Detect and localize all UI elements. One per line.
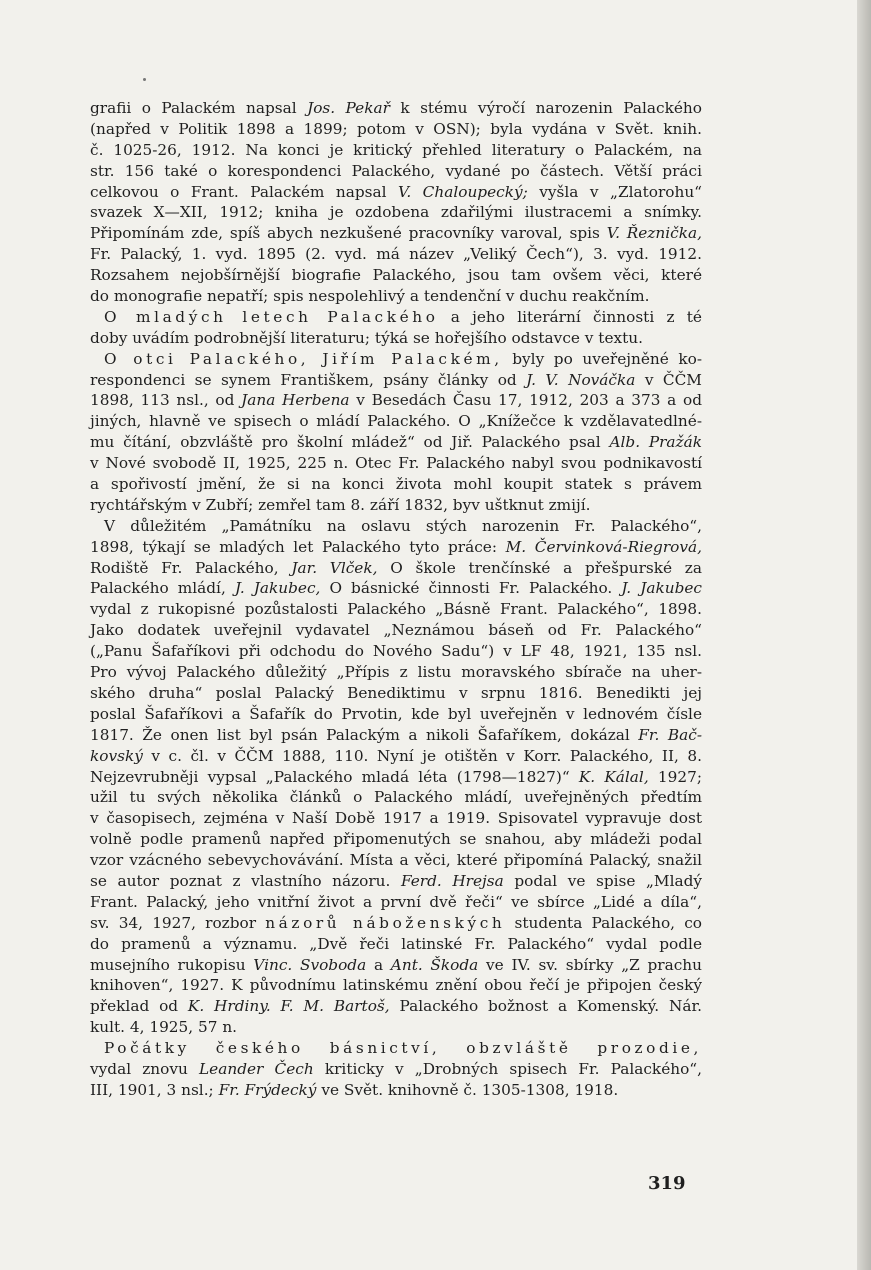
- text-line: [90, 975, 702, 996]
- text-run: byly po uveřejněné ko-: [502, 349, 703, 368]
- text-run: jiných, hlavně ve spisech o mládí Palackého. O „Knížečce k vzdělavatedlné-: [90, 412, 702, 431]
- italic-reference: Fr. Bač-: [638, 725, 702, 744]
- text-line: [90, 244, 702, 265]
- text-run: O škole trenčínské a přešpurské za: [377, 558, 702, 577]
- text-line: [90, 119, 702, 140]
- italic-reference: Jana Herbena: [241, 391, 350, 410]
- text-run: Připomínám zde, spíš abych nezkušené pracovníky varoval, spis: [90, 224, 607, 243]
- text-line: [90, 307, 702, 328]
- text-run: 1927;: [648, 767, 702, 786]
- text-run: v Nové svobodě II, 1925, 225 n. Otec Fr. Palackého nabyl svou podnikavostí: [90, 454, 702, 473]
- spaced-heading: O otci Palackého, Jiřím Palackém,: [104, 349, 503, 368]
- text-line: [90, 202, 702, 223]
- text-run: studenta Palackého, co: [505, 913, 702, 932]
- text-run: a jeho literární činnosti z té: [438, 307, 702, 326]
- text-line: [90, 265, 702, 286]
- text-line: [90, 578, 702, 599]
- text-run: do monografie nepatří; spis nespolehlivý a tendenční v duchu reakčním.: [90, 287, 650, 306]
- text-line: [90, 1038, 702, 1059]
- text-line: [90, 808, 702, 829]
- text-run: knihoven“, 1927. K původnímu latinskému znění obou řečí je připojen český: [90, 976, 702, 995]
- text-run: celkovou o Frant. Palackém napsal: [90, 182, 398, 201]
- text-line: [90, 871, 702, 892]
- text-run: vyšla v „Zlatorohu“: [527, 182, 702, 201]
- body-text: [90, 98, 702, 1101]
- page-edge-shadow: [857, 0, 871, 1270]
- text-run: překlad od: [90, 997, 188, 1016]
- text-line: [90, 704, 702, 725]
- text-line: [90, 683, 702, 704]
- text-line: [90, 996, 702, 1017]
- text-line: [90, 140, 702, 161]
- text-line: [90, 787, 702, 808]
- text-line: [90, 223, 702, 244]
- text-run: 1898, 113 nsl., od: [90, 391, 242, 410]
- text-line: [90, 850, 702, 871]
- print-speck: [143, 78, 146, 81]
- spaced-heading: O mladých letech Palackého: [104, 307, 439, 326]
- spaced-heading: názorů náboženských: [265, 913, 506, 932]
- text-run: grafii o Palackém napsal: [90, 99, 308, 117]
- italic-reference: Leander Čech: [199, 1059, 314, 1078]
- text-run: volně podle pramenů napřed připomenutých se snahou, aby mládeži podal: [90, 830, 702, 849]
- text-run: doby uvádím podrobnější literaturu; týká se hořejšího odstavce v textu.: [90, 328, 643, 347]
- text-line: [90, 599, 702, 620]
- italic-reference: Alb. Pražák: [609, 433, 702, 452]
- text-run: do pramenů a významu. „Dvě řeči latinské Fr. Palackého“ vydal podle: [90, 934, 702, 953]
- text-line: [90, 620, 702, 641]
- text-line: [90, 955, 702, 976]
- text-run: vydal znovu: [90, 1059, 200, 1078]
- text-run: mu čítání, obzvláště pro školní mládež“ od Jiř. Palackého psal: [90, 433, 610, 452]
- italic-reference: J. Jakubec,: [234, 579, 321, 598]
- italic-reference: Jos. Pekař: [307, 99, 390, 117]
- text-run: užil tu svých několika článků o Palackého mládí, uveřejněných předtím: [90, 788, 702, 807]
- text-run: str. 156 také o korespondenci Palackého, vydané po částech. Větší práci: [90, 161, 702, 180]
- text-line: [90, 98, 702, 119]
- text-run: poslal Šafaříkovi a Šafařík do Prvotin, kde byl uveřejněn v lednovém čísle: [90, 704, 702, 723]
- text-run: Palackého mládí,: [90, 579, 235, 598]
- text-line: [90, 390, 702, 411]
- text-line: [90, 516, 702, 537]
- text-line: [90, 182, 702, 203]
- spaced-heading: Počátky českého básnictví, obzvláště prozodie,: [104, 1039, 702, 1058]
- italic-reference: K. Kálal,: [578, 767, 649, 786]
- text-run: („Panu Šafaříkovi při odchodu do Nového Sadu“) v LF 48, 1921, 135 nsl.: [90, 642, 702, 661]
- text-line: [90, 641, 702, 662]
- text-run: rychtářským v Zubří; zemřel tam 8. září 1832, byv uštknut zmijí.: [90, 495, 591, 514]
- text-run: musejního rukopisu: [90, 955, 254, 974]
- text-line: [90, 453, 702, 474]
- text-line: [90, 495, 702, 516]
- text-line: [90, 286, 702, 307]
- text-line: [90, 328, 702, 349]
- text-run: podal ve spise „Mladý: [503, 871, 703, 890]
- text-run: (napřed v Politik 1898 a 1899; potom v OSN); byla vydána v Svět. knih.: [90, 119, 702, 138]
- text-run: vzor vzácného sebevychovávání. Místa a věci, které připomíná Palacký, snažil: [90, 851, 702, 870]
- text-run: Rozsahem nejobšírnější biografie Palackého, jsou tam ovšem věci, které: [90, 266, 702, 285]
- text-run: a spořivostí jmění, že si na konci života mohl koupit statek s právem: [90, 475, 702, 494]
- italic-reference: Ant. Škoda: [390, 955, 479, 974]
- italic-reference: V. Řeznička,: [606, 224, 702, 243]
- text-run: Frant. Palacký, jeho vnitřní život a první dvě řeči“ ve sbírce „Lidé a díla“,: [90, 892, 702, 911]
- text-run: v časopisech, zejména v Naší Době 1917 a 1919. Spisovatel vypravuje dost: [90, 809, 702, 828]
- text-run: Jako dodatek uveřejnil vydavatel „Neznámou báseň od Fr. Palackého“: [90, 621, 702, 640]
- text-run: a: [366, 955, 391, 974]
- text-line: [90, 892, 702, 913]
- text-run: svazek X—XII, 1912; kniha je ozdobena zdařilými ilustracemi a snímky.: [90, 203, 702, 222]
- text-line: [90, 725, 702, 746]
- text-line: [90, 370, 702, 391]
- text-run: sv. 34, 1927, rozbor: [90, 913, 266, 932]
- text-run: k stému výročí narozenin Palackého: [389, 99, 702, 117]
- text-run: ského druha“ poslal Palacký Benediktimu v srpnu 1816. Benedikti jej: [90, 683, 702, 702]
- text-run: ve Svět. knihovně č. 1305-1308, 1918.: [316, 1080, 619, 1099]
- italic-reference: M. Červinková-Riegrová,: [505, 537, 702, 556]
- text-line: [90, 934, 702, 955]
- italic-reference: Vinc. Svoboda: [253, 955, 367, 974]
- text-run: v Besedách Času 17, 1912, 203 a 373 a od: [349, 391, 703, 410]
- text-run: Fr. Palacký, 1. vyd. 1895 (2. vyd. má název „Veliký Čech“), 3. vyd. 1912.: [90, 245, 702, 264]
- text-run: Nejzevrubněji vypsal „Palackého mladá léta (1798—1827)“: [90, 767, 579, 786]
- italic-reference: K. Hrdiny. F. M. Bartoš,: [187, 997, 390, 1016]
- text-line: [90, 161, 702, 182]
- text-run: III, 1901, 3 nsl.;: [90, 1080, 219, 1099]
- page-number: 319: [648, 1173, 686, 1194]
- text-run: Pro vývoj Palackého důležitý „Přípis z listu moravského sbírače na uher-: [90, 663, 702, 682]
- italic-reference: J. Jakubec: [621, 579, 702, 598]
- text-line: [90, 1059, 702, 1080]
- text-line: [90, 662, 702, 683]
- text-line: [90, 537, 702, 558]
- text-line: [90, 474, 702, 495]
- text-run: v c. čl. v ČČM 1888, 110. Nyní je otištěn v Korr. Palackého, II, 8.: [142, 746, 702, 765]
- text-run: 1817. Že onen list byl psán Palackým a nikoli Šafaříkem, dokázal: [90, 725, 639, 744]
- text-run: respondenci se synem Františkem, psány články od: [90, 370, 527, 389]
- text-line: [90, 767, 702, 788]
- text-line: [90, 349, 702, 370]
- text-run: se autor poznat z vlastního názoru.: [90, 871, 401, 890]
- text-run: kriticky v „Drobných spisech Fr. Palackého“,: [313, 1059, 702, 1078]
- text-run: vydal z rukopisné pozůstalosti Palackého „Básně Frant. Palackého“, 1898.: [90, 600, 702, 619]
- text-run: Rodiště Fr. Palackého,: [90, 558, 292, 577]
- italic-reference: J. V. Nováčka: [526, 370, 636, 389]
- text-line: [90, 746, 702, 767]
- text-run: kult. 4, 1925, 57 n.: [90, 1018, 238, 1037]
- text-line: [90, 1080, 702, 1101]
- text-line: [90, 432, 702, 453]
- text-run: ve IV. sv. sbírky „Z prachu: [478, 955, 702, 974]
- italic-reference: V. Chaloupecký;: [397, 182, 528, 201]
- italic-reference: kovský: [90, 746, 143, 765]
- text-run: Palackého božnost a Komenský. Nár.: [389, 997, 702, 1016]
- text-run: 1898, týkají se mladých let Palackého tyto práce:: [90, 537, 506, 556]
- text-run: v ČČM: [635, 370, 702, 389]
- text-line: [90, 913, 702, 934]
- italic-reference: Jar. Vlček,: [291, 558, 378, 577]
- text-run: č. 1025-26, 1912. Na konci je kritický přehled literatury o Palackém, na: [90, 140, 702, 159]
- text-line: [90, 558, 702, 579]
- text-line: [90, 829, 702, 850]
- italic-reference: Fr. Frýdecký: [218, 1080, 317, 1099]
- text-line: [90, 1017, 702, 1038]
- text-run: V důležitém „Památníku na oslavu stých narozenin Fr. Palackého“,: [104, 516, 702, 535]
- text-run: O básnické činnosti Fr. Palackého.: [320, 579, 622, 598]
- text-line: [90, 411, 702, 432]
- italic-reference: Ferd. Hrejsa: [400, 871, 504, 890]
